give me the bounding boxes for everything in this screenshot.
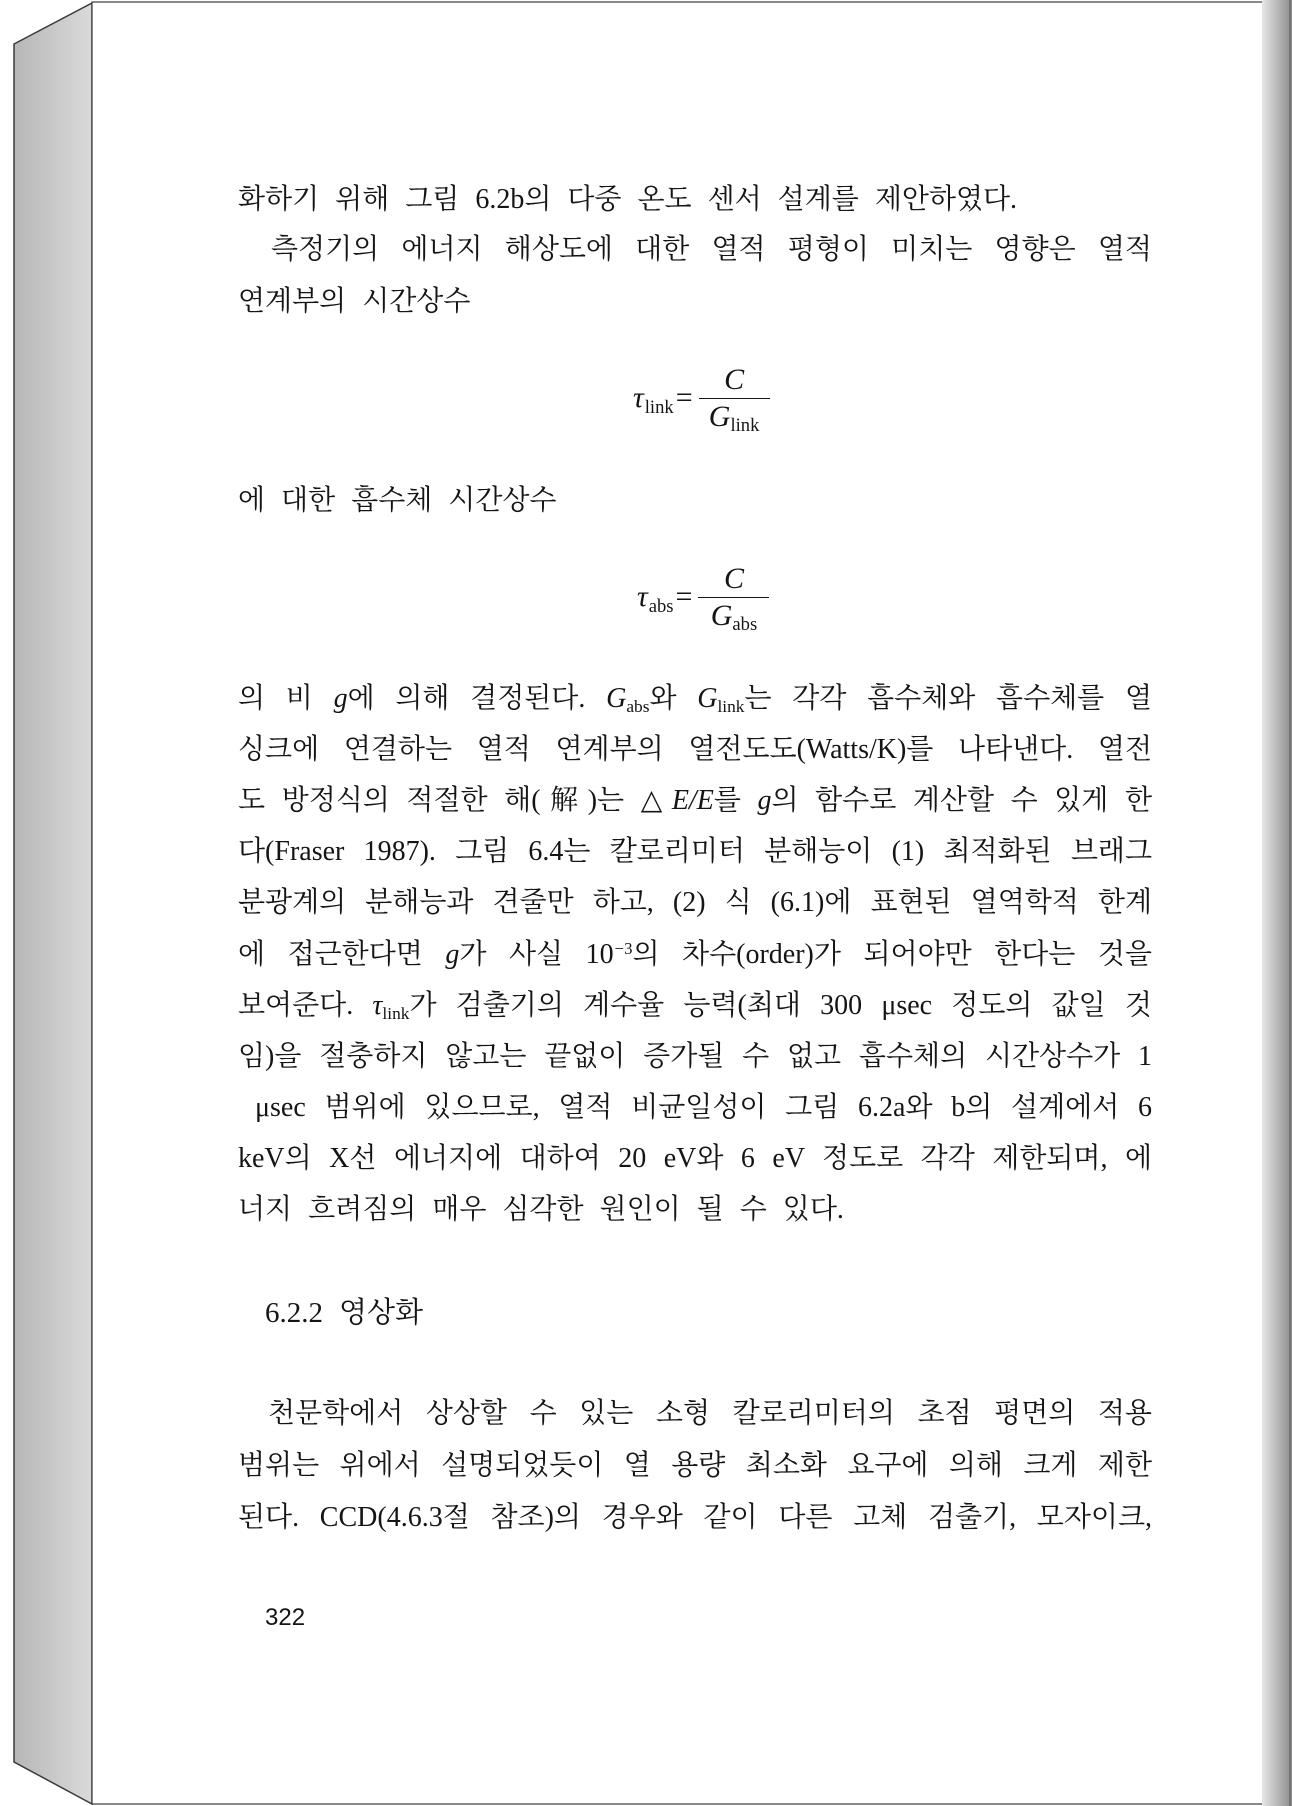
text-run: 화하기 위해 그림 6.2b의 다중 온도 센서 설계를 제안하였다. <box>238 184 1018 215</box>
text-run: 에 대한 흡수체 시간상수 <box>238 485 557 516</box>
fraction <box>698 561 769 638</box>
text-run: 의 비 <box>238 683 334 714</box>
text-line <box>238 1141 1152 1177</box>
text-run: 분광계의 분해능과 견줄만 하고, (2) 식 (6.1)에 표현된 열역학적 한계 <box>238 887 1152 918</box>
fraction-numerator <box>699 362 770 398</box>
math-variable: G <box>708 399 731 433</box>
text-line <box>255 1090 1152 1126</box>
text-run: 측정기의 에너지 해상도에 대한 열적 평형이 미치는 영향은 열적 <box>271 234 1152 265</box>
text-run: 에 접근한다면 <box>238 939 446 970</box>
text-run: 연계부의 시간상수 <box>238 286 471 317</box>
equation-tau-abs <box>637 559 769 639</box>
text-run: 와 <box>649 683 698 714</box>
text-line <box>238 681 1152 717</box>
text-run: μsec 범위에 있으므로, 열적 비균일성이 그림 6.2a와 b의 설계에서 6 <box>255 1092 1152 1123</box>
text-line <box>238 1192 1152 1228</box>
text-line <box>238 1500 1152 1536</box>
text-run: 너지 흐려짐의 매우 심각한 원인이 될 수 있다. <box>238 1194 844 1225</box>
text-line <box>268 1396 1152 1432</box>
text-run: 에 의해 결정된다. <box>347 683 607 714</box>
book-spine <box>14 3 92 1804</box>
math-variable: C <box>724 362 745 396</box>
text-run: 의 함수로 계산할 수 있게 한 <box>771 785 1152 816</box>
math-variable: G <box>710 598 733 632</box>
section-number: 6.2.2 <box>265 1297 323 1329</box>
equation-tau-link <box>633 360 770 440</box>
math-variable: G <box>697 683 718 714</box>
subscript: link <box>730 415 760 437</box>
text-run: = <box>675 381 693 414</box>
math-variable: τ <box>633 381 644 414</box>
text-line <box>238 885 1152 921</box>
subscript: abs <box>626 697 650 717</box>
text-run: 의 차수(order)가 되어야만 한다는 것을 <box>632 939 1152 970</box>
math-variable: τ <box>637 580 648 613</box>
math-variable: G <box>606 683 627 714</box>
equation-lhs <box>633 380 693 420</box>
subscript: abs <box>732 614 758 636</box>
text-line <box>238 483 1152 519</box>
fraction <box>699 362 770 439</box>
text-run: 도 방정식의 적절한 해(解)는 △ <box>238 785 672 816</box>
math-variable: g <box>333 683 348 714</box>
text-line <box>238 284 1152 320</box>
equation-lhs <box>637 579 692 619</box>
subscript: abs <box>648 595 674 617</box>
text-run: 된다. CCD(4.6.3절 참조)의 경우와 같이 다른 고체 검출기, 모자이크, <box>238 1502 1152 1533</box>
text-line <box>238 732 1152 768</box>
text-run: 는 각각 흡수체와 흡수체를 열 <box>744 683 1152 714</box>
text-run: 가 검출기의 계수율 능력(최대 300 μsec 정도의 값일 것 <box>409 990 1152 1021</box>
text-run: = <box>675 580 693 613</box>
math-variable: g <box>757 785 772 816</box>
text-line <box>271 232 1152 268</box>
section-title: 영상화 <box>339 1297 424 1329</box>
text-line <box>238 783 1152 819</box>
text-run: keV의 X선 에너지에 대하여 20 eV와 6 eV 정도로 각각 제한되며, 에 <box>238 1143 1152 1174</box>
text-line <box>238 182 1152 218</box>
fraction-denominator <box>699 398 770 439</box>
text-line <box>238 988 1152 1024</box>
fraction-numerator <box>698 561 769 597</box>
text-run: 가 사실 10 <box>459 939 614 970</box>
text-run: 범위는 위에서 설명되었듯이 열 용량 최소화 요구에 의해 크게 제한 <box>238 1450 1152 1481</box>
text-run: 를 <box>713 785 758 816</box>
text-run: 싱크에 연결하는 열적 연계부의 열전도도(Watts/K)를 나타낸다. 열전 <box>238 734 1152 765</box>
text-run: 임)을 절충하지 않고는 끝없이 증가될 수 없고 흡수체의 시간상수가 1 <box>238 1041 1152 1072</box>
text-run: 천문학에서 상상할 수 있는 소형 칼로리미터의 초점 평면의 적용 <box>268 1398 1152 1429</box>
text-line <box>238 937 1152 973</box>
math-variable: g <box>445 939 460 970</box>
page-edge-shadow <box>1262 0 1292 1806</box>
text-run: 보여준다. <box>238 990 373 1021</box>
text-line <box>238 1448 1152 1484</box>
math-variable: C <box>723 561 744 595</box>
subscript: link <box>717 697 745 717</box>
text-run: 다(Fraser 1987). 그림 6.4는 칼로리미터 분해능이 (1) 최적화된 브래그 <box>238 836 1152 867</box>
subscript: link <box>382 1004 410 1024</box>
subscript: link <box>644 396 674 418</box>
superscript: −3 <box>614 938 633 958</box>
section-heading <box>265 1295 423 1331</box>
math-variable: τ <box>372 990 383 1021</box>
fraction-denominator <box>698 597 769 638</box>
text-line <box>238 834 1152 870</box>
math-variable: E/E <box>671 785 714 816</box>
text-line <box>238 1039 1152 1075</box>
page-number: 322 <box>265 1604 306 1631</box>
